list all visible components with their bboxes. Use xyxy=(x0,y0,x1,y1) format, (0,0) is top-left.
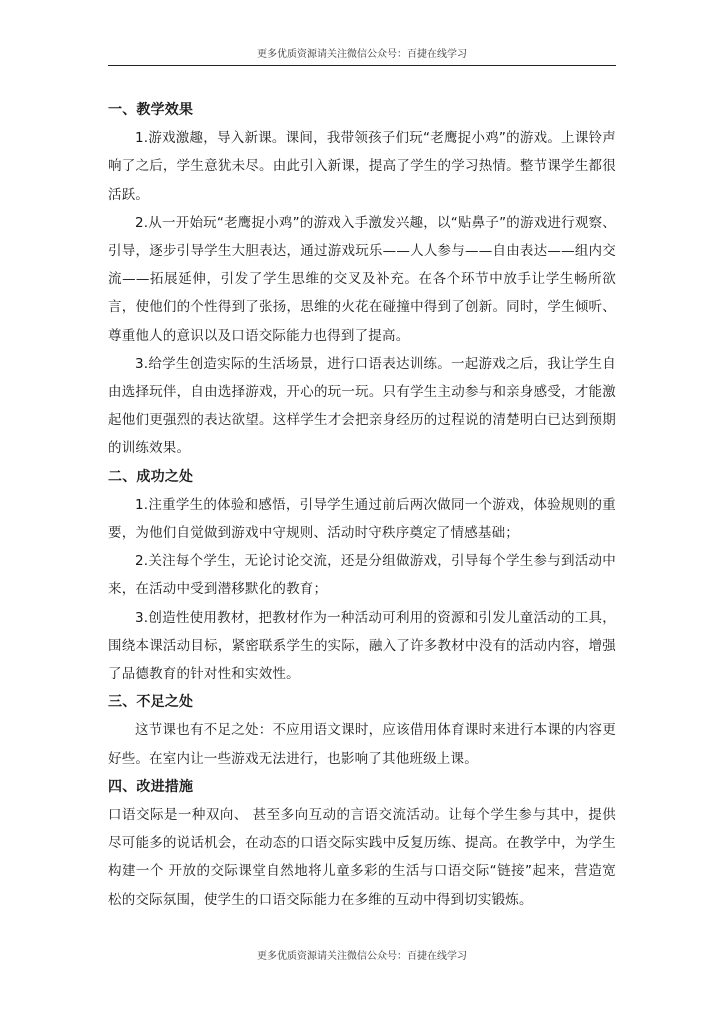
page-header: 更多优质资源请关注微信公众号：百捷在线学习 xyxy=(257,49,467,60)
section-heading: 四、改进措施 xyxy=(108,778,194,795)
section-heading: 三、不足之处 xyxy=(108,694,194,711)
paragraph: 口语交际是一种双向、 甚至多向互动的言语交流活动。让每个学生参与其中，提供尽可能多的说话机会，在动态的口语交际实践中反复历练、提高。在教学中，为学生构建一个 开放的交际课堂自然地将儿童多彩的生活与口语交际“链接”起来，营造宽松的交际氛围，使学生的口语交际能力在多维的互动中得到切实锻炼。 xyxy=(108,807,616,908)
paragraph: 2.从一开始玩“老鹰捉小鸡”的游戏入手激发兴趣，以“贴鼻子”的游戏进行观察、引导，逐步引导学生大胆表达，通过游戏玩乐——人人参与——自由表达——组内交流——拓展延伸，引发了学生思维的交叉及补充。在各个环节中放手让学生畅所欲言，使他们的个性得到了张扬，思维的火花在碰撞中得到了创新。同时，学生倾听、尊重他人的意识以及口语交际能力也得到了提高。 xyxy=(108,214,616,344)
paragraph: 1.注重学生的体验和感悟，引导学生通过前后两次做同一个游戏，体验规则的重要，为他们自觉做到游戏中守规则、活动时守秩序奠定了情感基础； xyxy=(108,496,616,542)
section-shortcomings xyxy=(108,688,616,773)
paragraph: 2.关注每个学生，无论讨论交流，还是分组做游戏，引导每个学生参与到活动中来，在活动中受到潜移默化的教育； xyxy=(108,553,616,598)
header-divider xyxy=(108,65,616,66)
section-heading: 二、成功之处 xyxy=(108,468,194,485)
paragraph: 3.创造性使用教材，把教材作为一种活动可利用的资源和引发儿童活动的工具，围绕本课活动目标，紧密联系学生的实际，融入了许多教材中没有的活动内容，增强了品德教育的针对性和实效性。 xyxy=(108,609,616,683)
page-footer: 更多优质资源请关注微信公众号：百捷在线学习 xyxy=(257,951,467,962)
section-heading: 一、教学效果 xyxy=(108,102,194,118)
section-improvements xyxy=(108,773,616,914)
paragraph: 3.给学生创造实际的生活场景，进行口语表达训练。一起游戏之后，我让学生自由选择玩伴，自由选择游戏，开心的玩一玩。只有学生主动参与和亲身感受，才能激起他们更强烈的表达欲望。这样学生才会把亲身经历的过程说的清楚明白已达到预期的训练效果。 xyxy=(108,355,616,457)
document-body xyxy=(108,96,616,914)
paragraph: 这节课也有不足之处：不应用语文课时，应该借用体育课时来进行本课的内容更好些。在室内让一些游戏无法进行，也影响了其他班级上课。 xyxy=(108,722,616,767)
paragraph: 1.游戏激趣，导入新课。课间，我带领孩子们玩“老鹰捉小鸡”的游戏。上课铃声响了之后，学生意犹未尽。由此引入新课，提高了学生的学习热情。整节课学生都很活跃。 xyxy=(108,130,616,203)
section-teaching-effect xyxy=(108,96,616,463)
section-successes xyxy=(108,463,616,689)
